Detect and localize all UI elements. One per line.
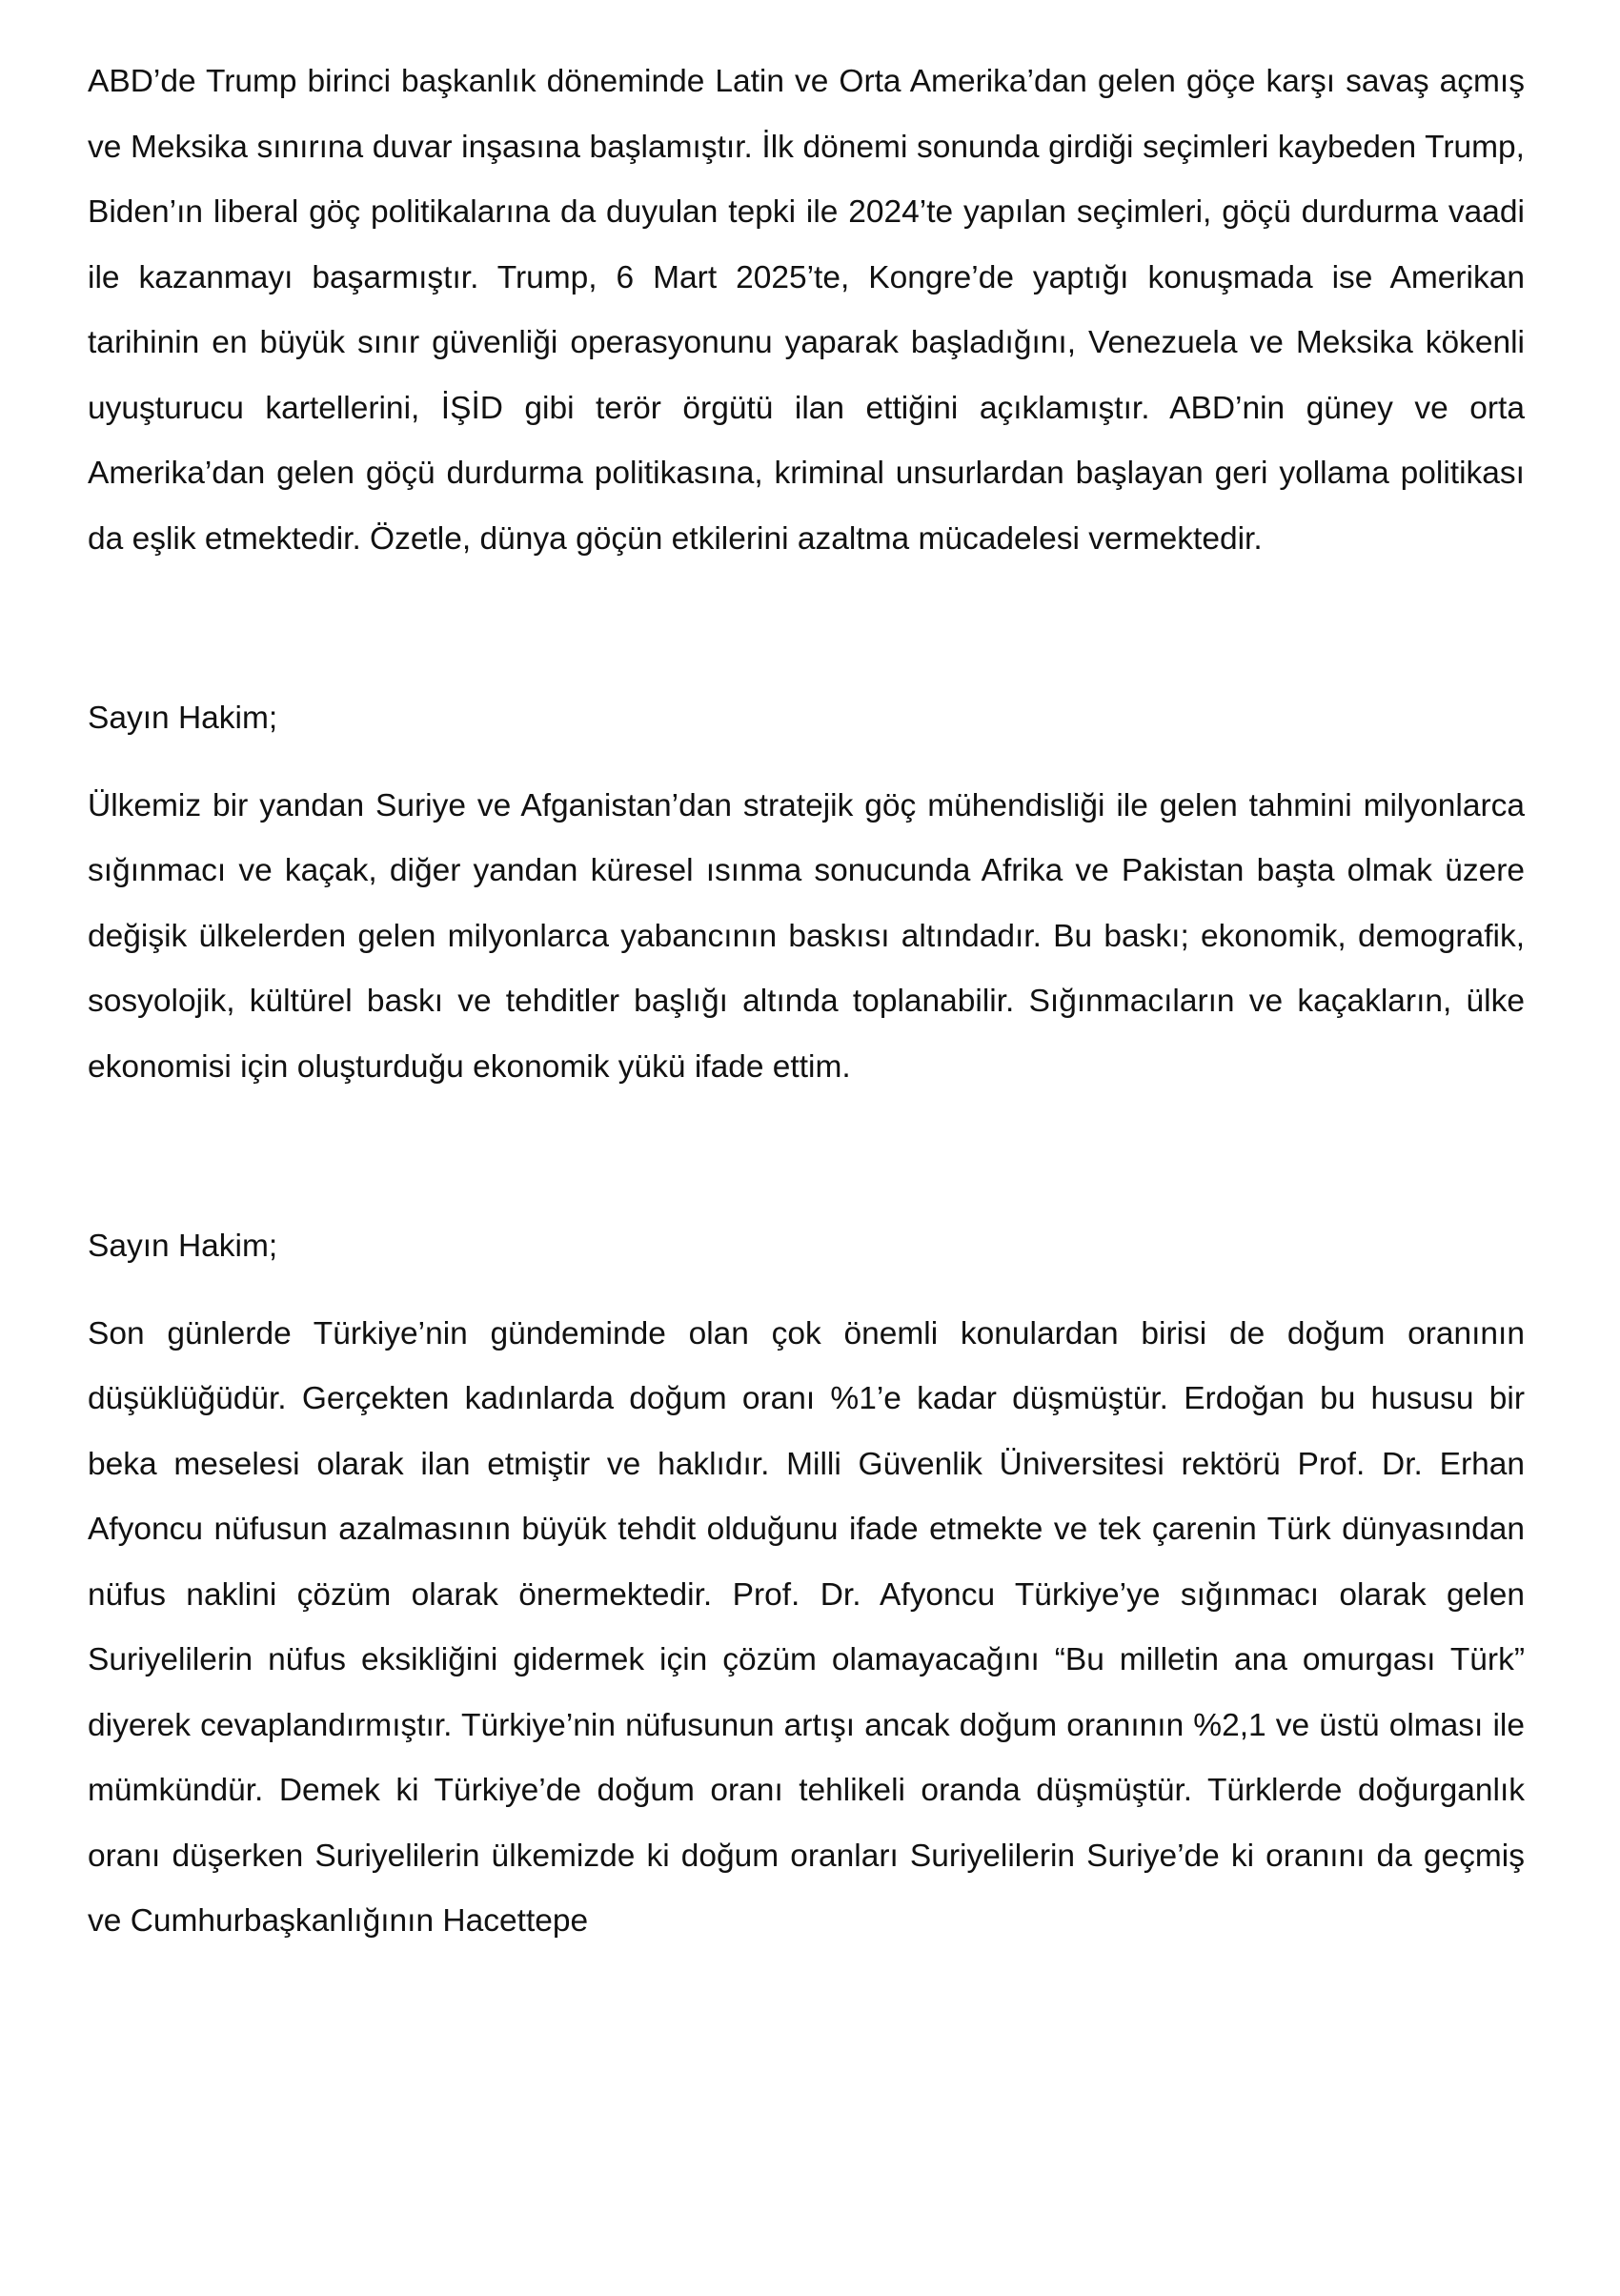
paragraph-trump-migration: ABD’de Trump birinci başkanlık döneminde Latin ve Orta Amerika’dan gelen göçe karşı savaş açmış ve Meksika sınırına duvar inşasına başlamıştır. İlk dönemi sonunda girdiği seçimleri kaybeden Trump, Biden’ın liberal göç politikalarına da duyulan tepki ile 2024’te yapılan seçimleri, göçü durdurma vaadi ile kazanmayı başarmıştır. Trump, 6 Mart 2025’te, Kongre’de yaptığı konuşmada ise Amerikan tarihinin en büyük sınır güvenliği operasyonunu yaparak başladığını, Venezuela ve Meksika kökenli uyuşturucu kartellerini, İŞİD gibi terör örgütü ilan ettiğini açıklamıştır. ABD’nin güney ve orta Amerika’dan gelen göçü durdurma politikasına, kriminal unsurlardan başlayan geri yollama politikası da eşlik etmektedir. Özetle, dünya göçün etkilerini azaltma mücadelesi vermektedir.	[88, 64, 1525, 557]
document-page	[88, 50, 1525, 1955]
paragraph-birth-rate: Son günlerde Türkiye’nin gündeminde olan çok önemli konulardan birisi de doğum oranının düşüklüğüdür. Gerçekten kadınlarda doğum oranı %1’e kadar düşmüştür. Erdoğan bu hususu bir beka meselesi olarak ilan etmiştir ve haklıdır. Milli Güvenlik Üniversitesi rektörü Prof. Dr. Erhan Afyoncu nüfusun azalmasının büyük tehdit olduğunu ifade etmekte ve tek çarenin Türk dünyasından nüfus naklini çözüm olarak önermektedir. Prof. Dr. Afyoncu Türkiye’ye sığınmacı olarak gelen Suriyelilerin nüfus eksikliğini gidermek için çözüm olamayacağını “Bu milletin ana omurgası Türk” diyerek cevaplandırmıştır. Türkiye’nin nüfusunun artışı ancak doğum oranının %2,1 ve üstü olması ile mümkündür. Demek ki Türkiye’de doğum oranı tehlikeli oranda düşmüştür. Türklerde doğurganlık oranı düşerken Suriyelilerin ülkemizde ki doğum oranları Suriyelilerin Suriye’de ki oranını da geçmiş ve Cumhurbaşkanlığının Hacettepe	[88, 1315, 1525, 1939]
salutation-heading: Sayın Hakim;	[88, 701, 278, 736]
paragraph-turkey-migration-pressure: Ülkemiz bir yandan Suriye ve Afganistan’dan stratejik göç mühendisliği ile gelen tahmini milyonlarca sığınmacı ve kaçak, diğer yandan küresel ısınma sonucunda Afrika ve Pakistan başta olmak üzere değişik ülkelerden gelen milyonlarca yabancının baskısı altındadır. Bu baskı; ekonomik, demografik, sosyolojik, kültürel baskı ve tehditler başlığı altında toplanabilir. Sığınmacıların ve kaçakların, ülke ekonomisi için oluşturduğu ekonomik yükü ifade ettim.	[88, 787, 1525, 1085]
salutation-heading: Sayın Hakim;	[88, 1229, 278, 1264]
